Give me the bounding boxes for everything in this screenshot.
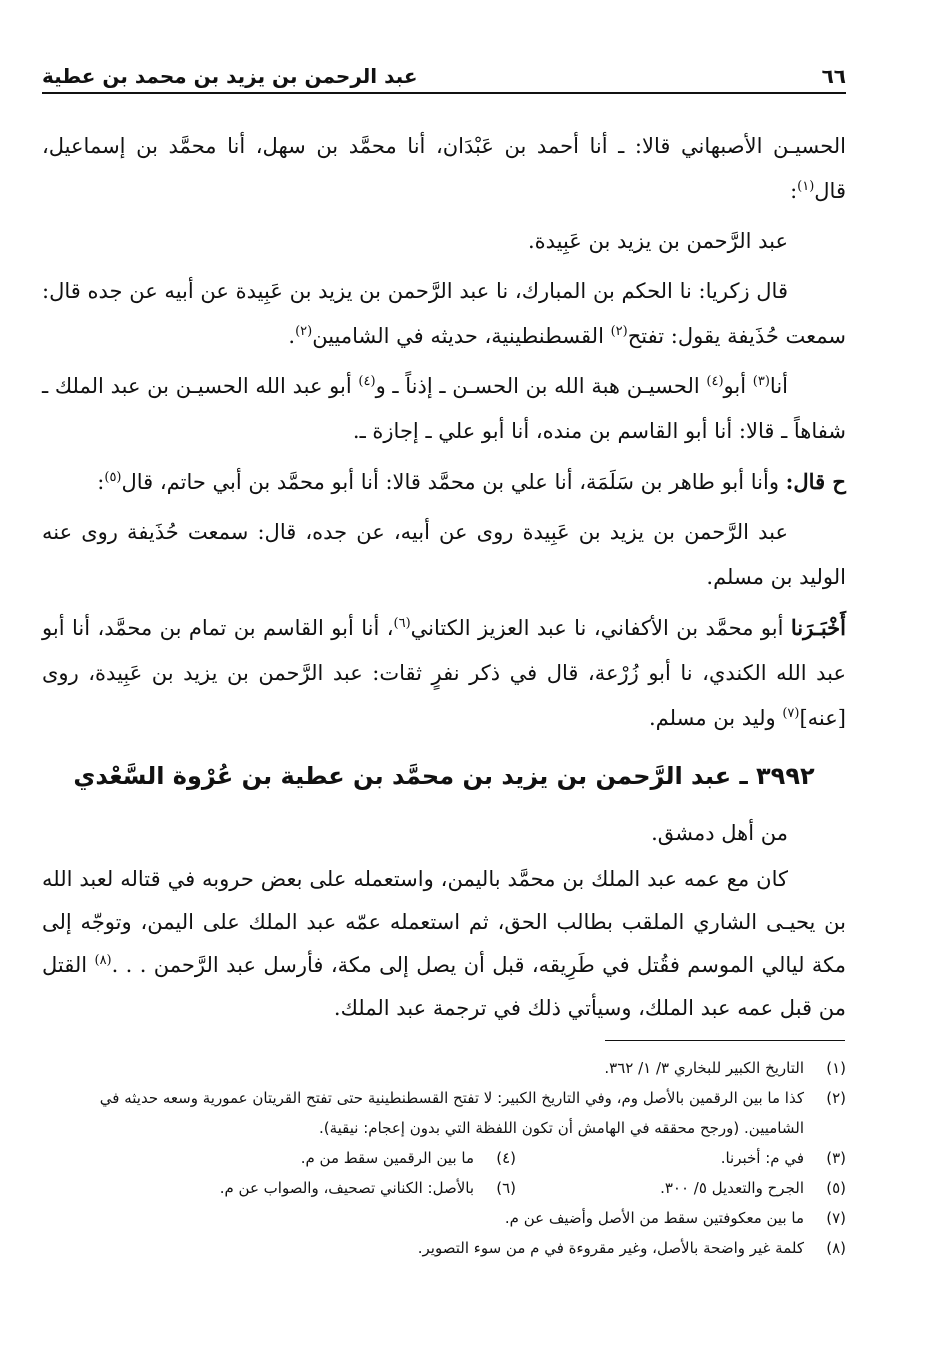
footnote-ref: (٧)	[782, 706, 800, 721]
footnote-ref: (٥)	[104, 470, 122, 485]
footnote	[42, 1203, 846, 1233]
footnote-ref: (٦)	[393, 616, 411, 631]
footnote-number: (٧)	[826, 1209, 846, 1227]
footnote-ref: (٢)	[295, 324, 313, 339]
paragraph	[42, 605, 846, 741]
text-run: الحسيـن الأصبهاني قالا: ـ أنا أحمد بن عَبْدَان، أنا محمَّد بن سهل، أنا محمَّد بن إسماعيل، قال	[42, 134, 846, 203]
page-number: ٦٦	[821, 64, 846, 88]
footnote-divider	[605, 1040, 845, 1041]
text-run: قال زكريا: نا الحكم بن المبارك، نا عبد الرَّحمن بن يزيد بن عَبِيدة عن أبيه عن جده قال: سمعت حُذَيفة يقول: تفتح	[42, 279, 846, 348]
footnote-text: ما بين معكوفتين سقط من الأصل وأضيف عن م.	[504, 1209, 804, 1227]
footnote	[186, 1143, 516, 1173]
text-run: كان مع عمه عبد الملك بن محمَّد باليمن، واستعمله على بعض حروبه في قتاله لعبد الله بن يحيـى الشاري الملقب بطالب الحق، ثم استعمله عمّه عبد الملك على اليمن، وتوجّه إلى مكة ليالي الموسم فقُتل في طَرِيقه، قبل أن يصل إلى مكة، فأرسل عبد الرَّحمن . . .	[42, 867, 846, 977]
footnote-text: بالأصل: الكناني تصحيف، والصواب عن م.	[219, 1179, 474, 1197]
footnote-text: التاريخ الكبير للبخاري ٣/ ١/ ٣٦٢.	[604, 1059, 804, 1077]
footnote-number: (٦)	[496, 1179, 516, 1197]
footnote-ref: (٤)	[706, 374, 724, 389]
entry-origin: من أهل دمشق.	[651, 821, 788, 845]
paragraph	[42, 364, 846, 454]
footnote-text: ما بين الرقمين سقط من م.	[300, 1149, 474, 1167]
running-title: عبد الرحمن بن يزيد بن محمد بن عطية	[42, 64, 418, 88]
text-run: أنا	[769, 374, 788, 398]
text-run: القتل من قبل عمه عبد الملك، وسيأتي ذلك في ترجمة عبد الملك.	[42, 953, 846, 1020]
footnote	[186, 1173, 516, 1203]
footnote-number: (١)	[826, 1059, 846, 1077]
footnotes	[42, 1053, 846, 1263]
text-run-bold: ح قال:	[785, 469, 846, 494]
paragraph	[42, 510, 846, 600]
text-run-bold: أَخْبَـرَنا	[790, 615, 846, 640]
footnote-text: في م: أخبرنا.	[720, 1149, 804, 1167]
footnote-text: الجرح والتعديل ٥/ ٣٠٠.	[660, 1179, 804, 1197]
footnote-ref: (١)	[797, 179, 815, 194]
paragraph	[42, 269, 846, 359]
text-run: :	[790, 179, 798, 203]
footnote-number: (٤)	[496, 1149, 516, 1167]
entry-bio	[42, 858, 846, 1030]
footnote-text: كذا ما بين الرقمين بالأصل وم، وفي التاريخ الكبير: لا تفتح القسطنطينية حتى تفتح القريتان عمورية وسعه حديثه في الشاميين. (ورجح محققه في الهامش أن تكون اللفظة التي بدون إعجام: نيقية).	[99, 1089, 804, 1137]
paragraph	[42, 219, 846, 264]
text-run: أبو	[723, 374, 753, 398]
paragraph	[42, 459, 846, 505]
text-run: ، أنا أبو القاسم بن تمام بن محمَّد، أنا أبو عبد الله الكندي، نا أبو زُرْعة، قال في ذكر نفرٍ ثقات: عبد الرَّحمن بن يزيد بن عَبِيدة، روى [عنه]	[42, 616, 846, 730]
text-run: وأنا أبو طاهر بن سَلَمَة، أنا علي بن محمَّد قالا: أنا أبو محمَّد بن أبي حاتم، قال	[121, 470, 786, 494]
text-run: وليد بن مسلم.	[649, 706, 783, 730]
footnote-number: (٨)	[826, 1239, 846, 1257]
footnote-number: (٣)	[826, 1149, 846, 1167]
text-run: الحسيـن هبة الله بن الحسـن ـ إذناً ـ و	[375, 374, 707, 398]
footnote-text: كلمة غير واضحة بالأصل، وغير مقروءة في م من سوء التصوير.	[417, 1239, 804, 1257]
footnote	[42, 1053, 846, 1083]
entry-heading: ٣٩٩٢ ـ عبد الرَّحمن بن يزيد بن محمَّد بن عطية بن عُرْوة السَّعْدي	[73, 762, 815, 790]
footnote-ref: (٣)	[752, 374, 770, 389]
footnote-row	[42, 1143, 846, 1173]
footnote	[516, 1143, 846, 1173]
running-header	[42, 58, 846, 94]
text-run: عبد الرَّحمن بن يزيد بن عَبِيدة روى عن أبيه، عن جده، قال: سمعت حُذَيفة روى عنه الوليد بن مسلم.	[42, 520, 846, 589]
footnote-ref: (٨)	[94, 953, 112, 968]
text-run: :	[97, 470, 105, 494]
footnote-ref: (٢)	[610, 324, 628, 339]
footnote-row	[42, 1173, 846, 1203]
text-run: أبو محمَّد بن الأكفاني، نا عبد العزيز الكتاني	[410, 616, 791, 640]
main-text-block	[42, 124, 846, 746]
paragraph	[42, 124, 846, 214]
text-run: .	[288, 324, 296, 348]
footnote	[42, 1083, 846, 1143]
footnote	[516, 1173, 846, 1203]
footnote-number: (٢)	[826, 1089, 846, 1107]
footnote-number: (٥)	[826, 1179, 846, 1197]
entry-text-block	[42, 812, 846, 1033]
text-run: القسطنطينية، حديثه في الشاميين	[312, 324, 611, 348]
text-run: أبو عبد الله الحسيـن بن عبد الملك ـ شفاهاً ـ قالا: أنا أبو القاسم بن منده، أنا أبو علي ـ إجازة ـ.	[42, 374, 846, 443]
text-run: عبد الرَّحمن بن يزيد بن عَبِيدة.	[527, 229, 788, 253]
footnote	[42, 1233, 846, 1263]
footnote-ref: (٤)	[358, 374, 376, 389]
